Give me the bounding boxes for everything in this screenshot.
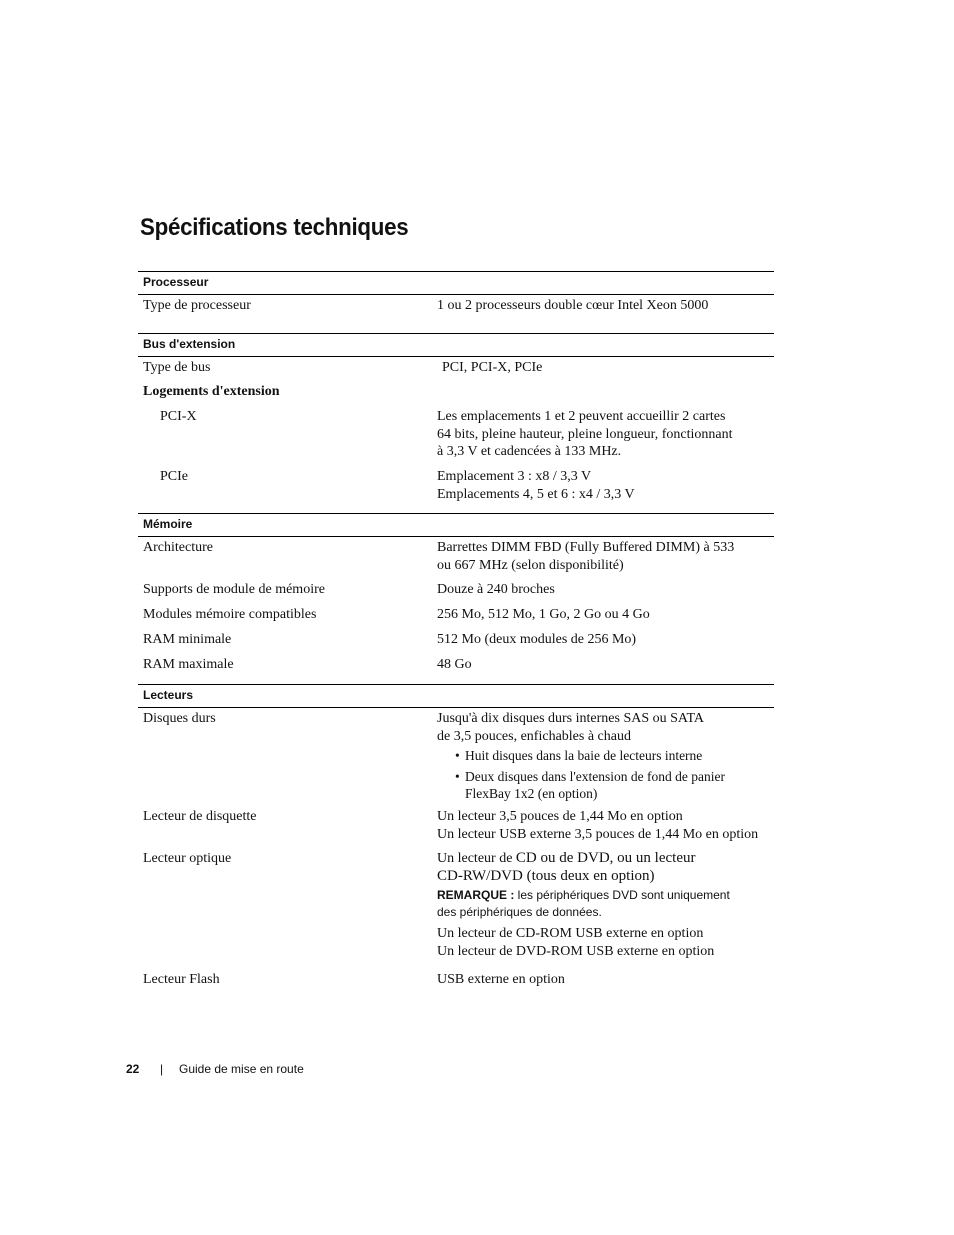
section-heading-bus: Bus d'extension <box>138 333 774 357</box>
row-logements <box>138 383 774 408</box>
section-heading-lecteurs: Lecteurs <box>138 684 774 708</box>
value-pcie-line: Emplacement 3 : x8 / 3,3 V <box>437 469 592 484</box>
section-processeur <box>138 271 774 332</box>
section-bus <box>138 333 774 511</box>
label-optique: Lecteur optique <box>143 851 232 866</box>
footer-guide-title: Guide de mise en route <box>179 1062 304 1076</box>
bullet-item <box>437 768 773 803</box>
bullet-icon: • <box>455 768 460 784</box>
row-disques <box>138 710 774 808</box>
label-ram-min: RAM minimale <box>143 632 232 647</box>
label-type-processeur: Type de processeur <box>143 298 251 313</box>
row-pcix <box>138 408 774 468</box>
value-pcie-line: Emplacements 4, 5 et 6 : x4 / 3,3 V <box>437 486 635 502</box>
row-flash <box>138 971 774 991</box>
label-pcie: PCIe <box>160 469 188 484</box>
row-optique <box>138 850 774 971</box>
value-supports: Douze à 240 broches <box>437 582 555 597</box>
value-optique-prefix: Un lecteur de <box>437 851 516 866</box>
note-remarque <box>437 887 773 921</box>
note-text: des périphériques de données. <box>437 905 602 919</box>
value-architecture-line: Barrettes DIMM FBD (Fully Buffered DIMM) à 533 <box>437 540 735 555</box>
note-text: les périphériques DVD sont uniquement <box>514 888 730 902</box>
row-pcie <box>138 468 774 511</box>
value-optique-usb-line: Un lecteur de DVD-ROM USB externe en option <box>437 943 715 959</box>
row-type-processeur <box>138 297 774 332</box>
section-heading-memoire: Mémoire <box>138 513 774 537</box>
bullet-text: Deux disques dans l'extension de fond de panier <box>465 768 725 784</box>
section-lecteurs <box>138 684 774 991</box>
spec-table <box>138 271 774 991</box>
section-memoire <box>138 513 774 684</box>
disques-bullet-list <box>437 747 773 803</box>
bullet-text: Huit disques dans la baie de lecteurs interne <box>465 748 703 763</box>
value-modules: 256 Mo, 512 Mo, 1 Go, 2 Go ou 4 Go <box>437 607 650 622</box>
value-disquette-line: Un lecteur USB externe 3,5 pouces de 1,44 Mo en option <box>437 826 759 842</box>
label-type-bus: Type de bus <box>143 360 211 375</box>
value-flash: USB externe en option <box>437 972 565 987</box>
row-architecture <box>138 539 774 581</box>
value-disques-line: de 3,5 pouces, enfichables à chaud <box>437 728 631 744</box>
row-ram-max <box>138 656 774 684</box>
label-logements: Logements d'extension <box>143 384 280 399</box>
label-flash: Lecteur Flash <box>143 972 220 987</box>
value-pcix-line: à 3,3 V et cadencées à 133 MHz. <box>437 444 622 459</box>
label-pcix: PCI-X <box>160 409 197 424</box>
row-disquette <box>138 808 774 850</box>
footer-separator: | <box>160 1062 164 1076</box>
section-heading-processeur: Processeur <box>138 271 774 295</box>
value-ram-min: 512 Mo (deux modules de 256 Mo) <box>437 632 637 647</box>
row-supports <box>138 581 774 606</box>
bullet-icon: • <box>455 748 460 763</box>
page-number: 22 <box>126 1062 140 1076</box>
value-ram-max: 48 Go <box>437 657 472 672</box>
bullet-item <box>437 747 773 765</box>
label-architecture: Architecture <box>143 540 213 555</box>
bullet-text: FlexBay 1x2 (en option) <box>465 786 598 801</box>
row-type-bus <box>138 359 774 383</box>
label-disquette: Lecteur de disquette <box>143 809 257 824</box>
label-supports: Supports de module de mémoire <box>143 582 325 597</box>
value-optique-line2: CD-RW/DVD (tous deux en option) <box>437 867 655 884</box>
value-disques-line: Jusqu'à dix disques durs internes SAS ou SATA <box>437 711 705 726</box>
row-ram-min <box>138 631 774 656</box>
value-type-processeur: 1 ou 2 processeurs double cœur Intel Xeon 5000 <box>437 298 709 313</box>
label-ram-max: RAM maximale <box>143 657 234 672</box>
value-type-bus: PCI, PCI-X, PCIe <box>442 360 543 375</box>
value-optique-rest: CD ou de DVD, ou un lecteur <box>515 850 696 866</box>
value-disquette-line: Un lecteur 3,5 pouces de 1,44 Mo en option <box>437 809 683 824</box>
page-title: Spécifications techniques <box>140 214 409 241</box>
row-modules <box>138 606 774 631</box>
value-architecture-line: ou 667 MHz (selon disponibilité) <box>437 557 624 573</box>
label-disques: Disques durs <box>143 711 216 726</box>
value-pcix-line: Les emplacements 1 et 2 peuvent accueillir 2 cartes <box>437 409 726 424</box>
note-keyword: REMARQUE : <box>437 888 515 902</box>
value-pcix-line: 64 bits, pleine hauteur, pleine longueur, fonctionnant <box>437 426 733 442</box>
value-optique-usb-line: Un lecteur de CD-ROM USB externe en option <box>437 926 704 941</box>
label-modules: Modules mémoire compatibles <box>143 607 317 622</box>
